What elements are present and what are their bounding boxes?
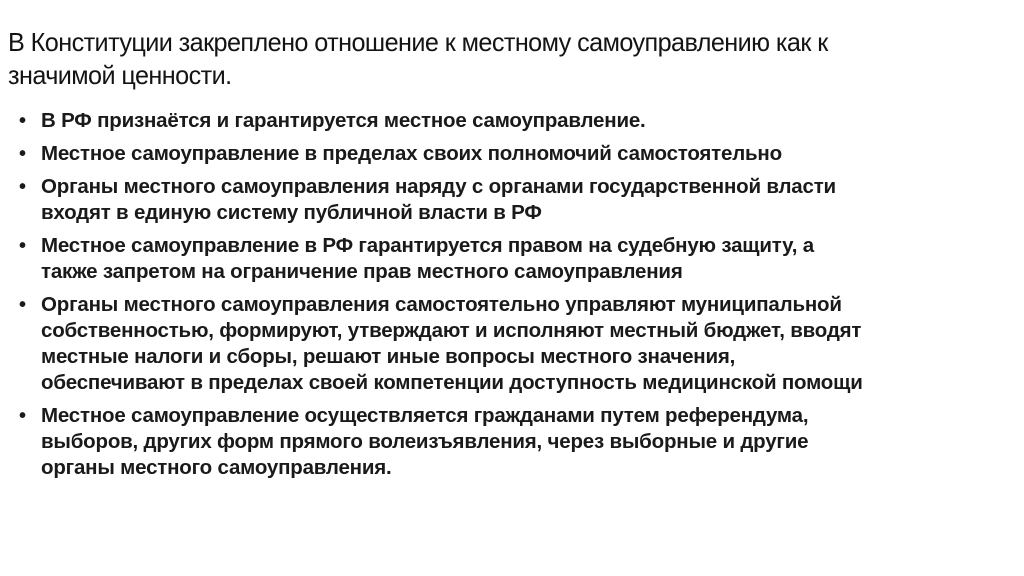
- bullet-text-line: В РФ признаётся и гарантируется местное самоуправление.: [41, 109, 646, 132]
- bullet-text-line: Местное самоуправление осуществляется гражданами путем референдума,: [41, 404, 809, 427]
- bullet-text-line: выборов, других форм прямого волеизъявления, через выборные и другие: [41, 430, 809, 453]
- bullet-text-line: Органы местного самоуправления самостоятельно управляют муниципальной: [41, 293, 842, 316]
- bullet-dot-icon: •: [19, 235, 26, 257]
- bullet-text-line: органы местного самоуправления.: [41, 456, 392, 479]
- bullet-item: [17, 174, 1017, 226]
- bullet-item: [17, 141, 1017, 167]
- bullet-dot-icon: •: [19, 176, 26, 198]
- bullet-text-line: собственностью, формируют, утверждают и исполняют местный бюджет, вводят: [41, 319, 862, 342]
- bullet-text-line: также запретом на ограничение прав местного самоуправления: [41, 260, 683, 283]
- bullet-dot-icon: •: [19, 110, 26, 132]
- bullet-text-line: обеспечивают в пределах своей компетенции доступность медицинской помощи: [41, 371, 863, 394]
- bullet-text-line: Органы местного самоуправления наряду с органами государственной власти: [41, 175, 836, 198]
- slide-title-line: значимой ценности.: [8, 60, 232, 90]
- bullet-text-line: Местное самоуправление в РФ гарантируется правом на судебную защиту, а: [41, 234, 814, 257]
- bullet-text-line: местные налоги и сборы, решают иные вопросы местного значения,: [41, 345, 736, 368]
- bullet-text-line: Местное самоуправление в пределах своих полномочий самостоятельно: [41, 142, 782, 165]
- bullet-item: [17, 403, 1017, 481]
- bullet-dot-icon: •: [19, 405, 26, 427]
- slide-title-line: В Конституции закреплено отношение к местному самоуправлению как к: [8, 27, 828, 57]
- bullet-item: [17, 233, 1017, 285]
- bullet-dot-icon: •: [19, 294, 26, 316]
- bullet-item: [17, 108, 1017, 134]
- bullet-item: [17, 292, 1017, 396]
- bullet-text-line: входят в единую систему публичной власти в РФ: [41, 201, 542, 224]
- bullet-list: [17, 108, 1017, 488]
- slide-title: [8, 26, 978, 92]
- bullet-dot-icon: •: [19, 143, 26, 165]
